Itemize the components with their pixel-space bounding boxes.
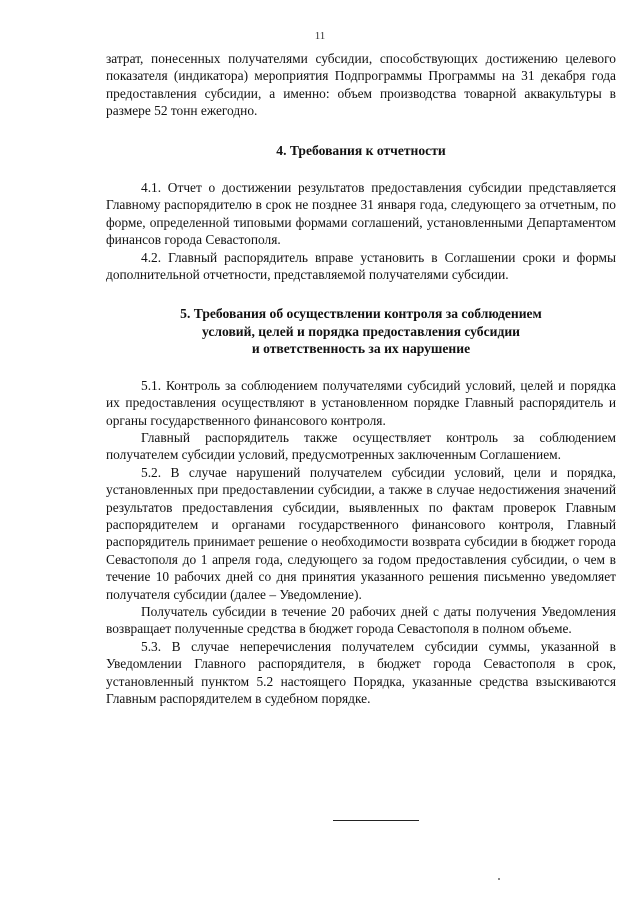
paragraph-5-1-control: Главный распорядитель также осуществляет контроль за соблюдением получателем субсидии условий, предусмотренных заключенным Соглашением. [106,429,616,463]
page-number: 11 [314,30,326,42]
section-5-heading-line-1: 5. Требования об осуществлении контроля за соблюдением [180,306,542,322]
section-5-heading-line-2: условий, целей и порядка предоставления субсидии [201,323,521,339]
paragraph-5-1: 5.1. Контроль за соблюдением получателями субсидий условий, целей и порядка их предоставления осуществляют в установленном порядке Главный распорядитель и органы государственного финансового контроля. [106,377,616,428]
section-5-heading [106,305,616,357]
paragraph-4-1: 4.1. Отчет о достижении результатов предоставления субсидии представляется Главному распорядителю в срок не позднее 31 января года, следующего за отчетным, по форме, определенной типовыми формами соглашений, установленными Департаментом финансов города Севастополя. [106,180,616,248]
scan-dot [498,878,500,880]
section-4-heading: 4. Требования к отчетности [276,142,446,158]
paragraph-4-2: 4.2. Главный распорядитель вправе установить в Соглашении сроки и формы дополнительной отчетности, представляемой получателями субсидии. [106,249,616,283]
end-separator-line [333,820,419,821]
continuation-paragraph: затрат, понесенных получателями субсидии, способствующих достижению целевого показателя (индикатора) мероприятия Подпрограммы Программы на 31 декабря года предоставления субсидии, а именно: объем производства товарной аквакультуры в размере 52 тонн ежегодно. [106,51,616,119]
paragraph-5-3: 5.3. В случае неперечисления получателем субсидии суммы, указанной в Уведомлении Главного распорядителя, в бюджет города Севастополя в срок, установленный пунктом 5.2 настоящего Порядка, указанные средства взыскиваются Главным распорядителем в судебном порядке. [106,638,616,706]
document-body [106,50,616,707]
paragraph-5-2: 5.2. В случае нарушений получателем субсидии условий, цели и порядка, установленных при предоставлении субсидии, а также в случае недостижения значений результатов предоставления субсидии, выявленных по фактам проверок Главным распорядителем и органами государственного финансового контроля, Главный распорядитель принимает решение о необходимости возврата субсидии в бюджет города Севастополя до 1 апреля года, следующего за годом предоставления субсидии, о чем в течение 10 рабочих дней со дня принятия указанного решения письменно уведомляет получателя субсидии (далее – Уведомление). [106,464,616,602]
section-5-heading-line-3: и ответственность за их нарушение [251,341,471,357]
paragraph-5-2-return: Получатель субсидии в течение 20 рабочих дней с даты получения Уведомления возвращает полученные средства в бюджет города Севастополя в полном объеме. [106,603,616,637]
